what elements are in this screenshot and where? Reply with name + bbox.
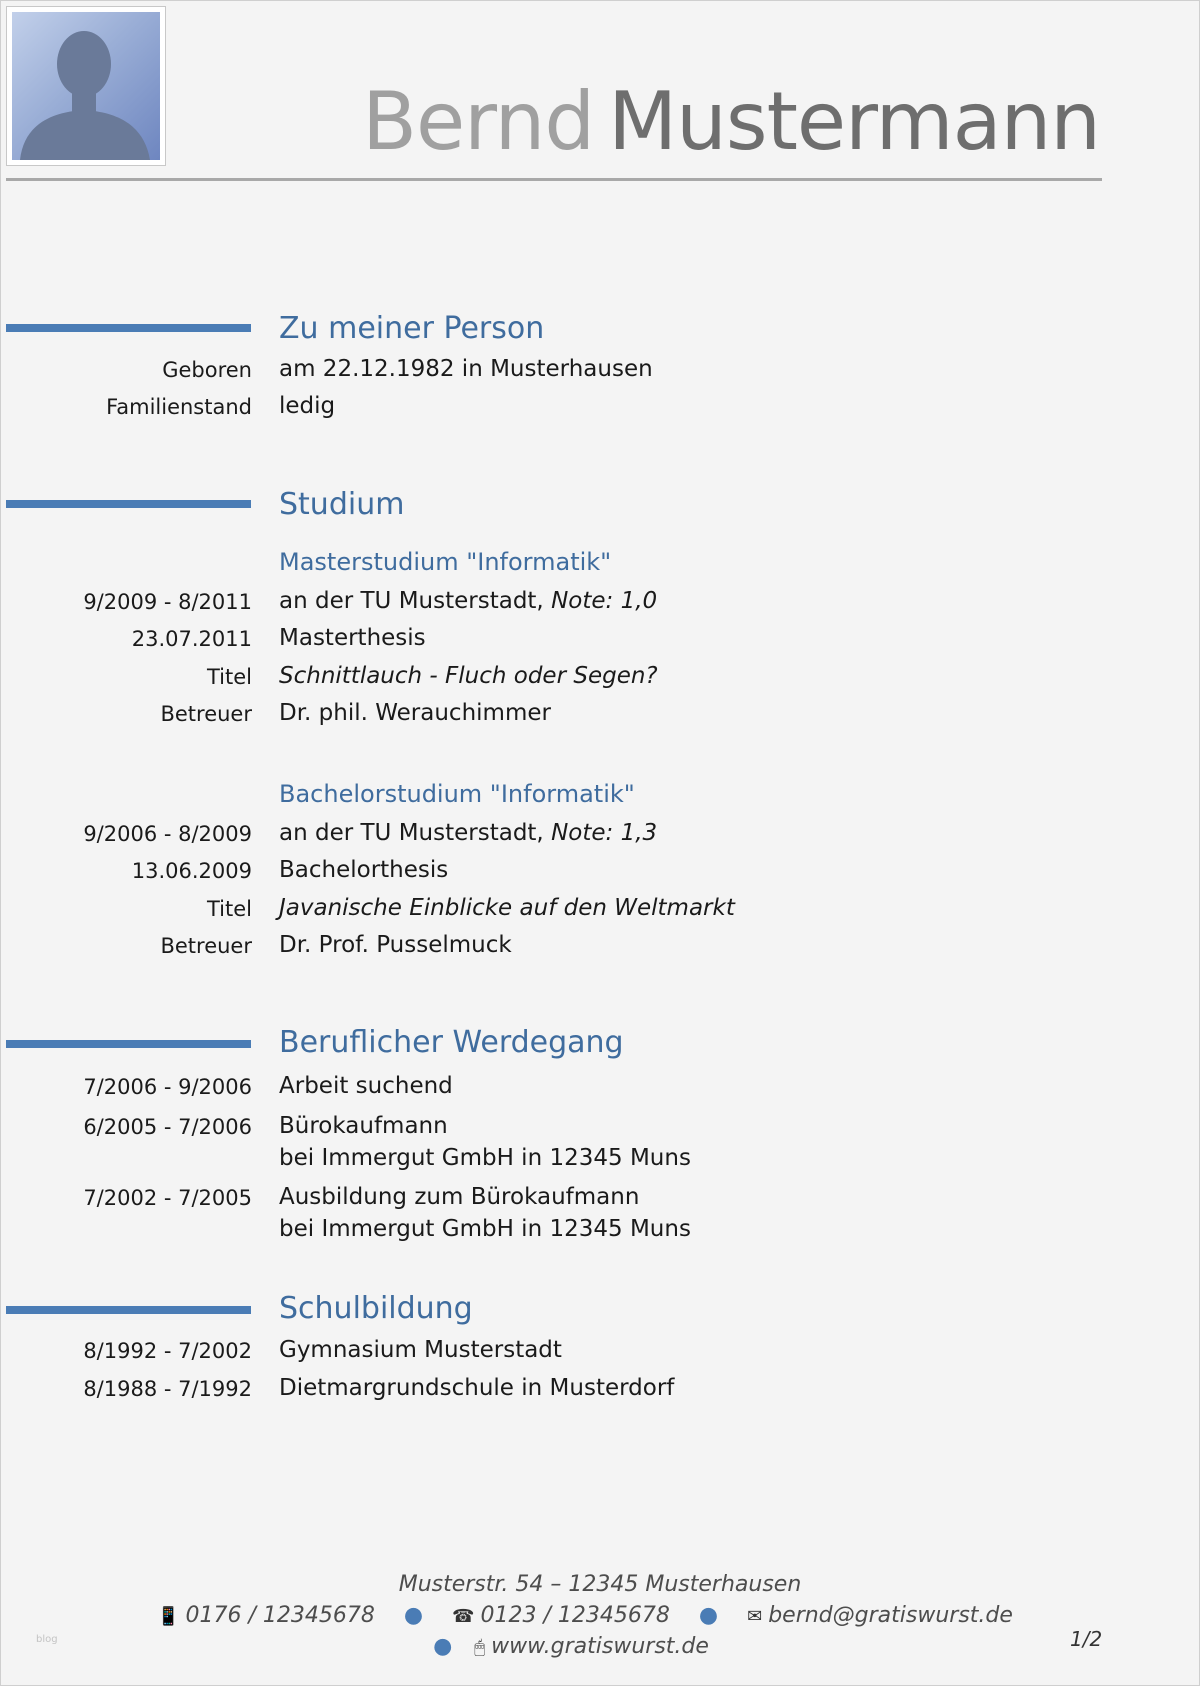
last-name: Mustermann [608,75,1100,168]
bachelor-period: 9/2006 - 8/2009 [83,822,252,846]
footer-phone: 0123 / 12345678 [480,1603,670,1628]
bullet-separator: ● [403,1603,424,1628]
section-title-beruf: Beruflicher Werdegang [279,1025,624,1060]
job-title: Arbeit suchend [279,1073,453,1099]
bachelor-thesis-date: 13.06.2009 [131,859,252,883]
master-thesis: Masterthesis [279,625,426,651]
school-period: 8/1992 - 7/2002 [83,1339,252,1363]
section-title-person: Zu meiner Person [279,311,545,346]
section-bar-studium [6,500,251,508]
label-born: Geboren [162,358,252,382]
bachelor-advisor-value: Dr. Prof. Pusselmuck [279,932,512,958]
footer-contact-line [0,1603,1200,1628]
school-period: 8/1988 - 7/1992 [83,1377,252,1401]
bullet-separator: ● [433,1634,453,1659]
job-period: 6/2005 - 7/2006 [83,1115,252,1139]
master-advisor-label: Betreuer [160,702,252,726]
header-rule [6,178,1102,181]
job-title: Bürokaufmann [279,1113,448,1139]
bachelor-grade: Note: 1,3 [551,820,658,846]
label-marital-status: Familienstand [106,395,252,419]
bachelor-thesis: Bachelorthesis [279,857,449,883]
job-period: 7/2002 - 7/2005 [83,1186,252,1210]
section-bar-person [6,324,251,332]
footer-email[interactable]: bernd@gratiswurst.de [768,1603,1013,1628]
first-name: Bernd [362,75,595,168]
bachelor-title-value: Javanische Einblicke auf den Weltmarkt [279,895,735,921]
section-title-schule: Schulbildung [279,1291,473,1326]
section-bar-schule [6,1306,251,1314]
master-title-value: Schnittlauch - Fluch oder Segen? [279,663,658,689]
bachelor-advisor-label: Betreuer [160,934,252,958]
footer-website[interactable]: www.gratiswurst.de [491,1634,709,1659]
footer-web-line [0,1634,1200,1659]
school-name: Gymnasium Musterstadt [279,1337,562,1363]
profile-photo [12,12,160,160]
bachelor-place-line [279,822,657,845]
telephone-icon: ☎ [452,1606,475,1627]
master-grade: Note: 1,0 [551,588,658,614]
job-title: Ausbildung zum Bürokaufmann [279,1184,640,1210]
section-title-studium: Studium [279,487,405,522]
master-advisor-value: Dr. phil. Werauchimmer [279,700,551,726]
job-period: 7/2006 - 9/2006 [83,1075,252,1099]
watermark: blog [36,1634,58,1645]
master-heading: Masterstudium "Informatik" [279,548,612,576]
mobile-phone-icon: 📱 [157,1606,180,1627]
profile-photo-frame [6,6,166,166]
job-employer: bei Immergut GmbH in 12345 Muns [279,1216,691,1242]
avatar-silhouette-icon [12,12,160,160]
value-born: am 22.12.1982 in Musterhausen [279,356,653,382]
section-bar-beruf [6,1040,251,1048]
bachelor-title-label: Titel [206,897,252,921]
master-thesis-date: 23.07.2011 [131,627,252,651]
mouse-icon: 🖱 [474,1637,486,1658]
envelope-icon: ✉ [747,1606,763,1627]
bachelor-place: an der TU Musterstadt, [279,820,544,846]
school-name: Dietmargrundschule in Musterdorf [279,1375,675,1401]
footer-mobile: 0176 / 12345678 [185,1603,375,1628]
master-place: an der TU Musterstadt, [279,588,544,614]
page-number: 1/2 [1070,1627,1103,1651]
candidate-name [362,75,1100,168]
job-employer: bei Immergut GmbH in 12345 Muns [279,1145,691,1171]
value-marital-status: ledig [279,393,336,419]
bachelor-heading: Bachelorstudium "Informatik" [279,780,635,808]
master-title-label: Titel [206,665,252,689]
footer-address: Musterstr. 54 – 12345 Musterhausen [398,1572,802,1597]
bullet-separator: ● [698,1603,719,1628]
master-period: 9/2009 - 8/2011 [83,590,252,614]
master-place-line [279,590,657,613]
